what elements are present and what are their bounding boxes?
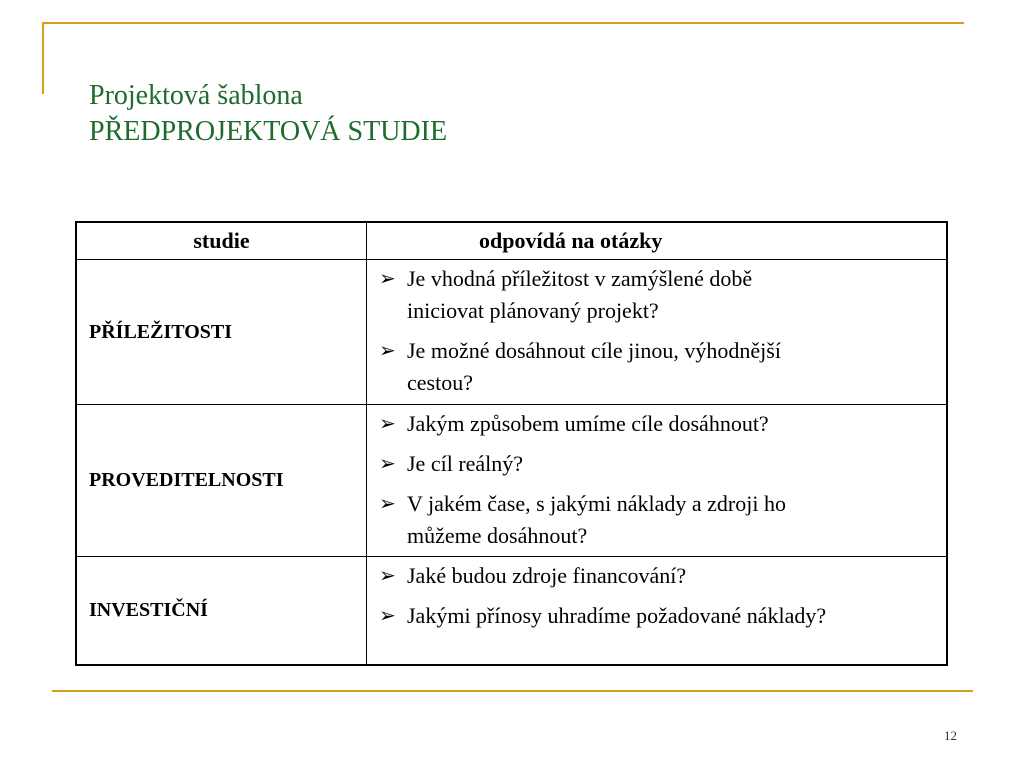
slide-title [89, 78, 447, 150]
arrowhead-bullet-icon: ➢ [379, 493, 396, 515]
row-questions [367, 557, 948, 666]
arrowhead-bullet-icon: ➢ [379, 453, 396, 475]
list-item [379, 600, 946, 632]
list-item [379, 448, 946, 480]
list-item [379, 560, 946, 592]
header-otazky: odpovídá na otázky [367, 222, 948, 260]
bullet-text: Jaké budou zdroje financování? [407, 563, 687, 588]
row-label-proveditelnosti: PROVEDITELNOSTI [76, 405, 367, 557]
header-studie: studie [76, 222, 367, 260]
top-rule [42, 22, 964, 24]
arrowhead-bullet-icon: ➢ [379, 340, 396, 362]
bullet-text: Je vhodná příležitost v zamýšlené době iniciovat plánovaný projekt? [407, 266, 753, 323]
row-questions [367, 260, 948, 405]
study-table [75, 221, 948, 666]
bullet-text: Je cíl reálný? [407, 451, 524, 476]
row-questions [367, 405, 948, 557]
bullet-text: V jakém čase, s jakými náklady a zdroji ho můžeme dosáhnout? [407, 491, 786, 548]
list-item [379, 488, 946, 552]
list-item [379, 263, 946, 327]
arrowhead-bullet-icon: ➢ [379, 268, 396, 290]
bullet-text: Je možné dosáhnout cíle jinou, výhodnější cestou? [407, 338, 781, 395]
table-row [76, 405, 947, 557]
bottom-rule [52, 690, 973, 692]
table-row [76, 557, 947, 666]
title-line-1: Projektová šablona [89, 80, 303, 111]
bullet-list [367, 263, 946, 399]
table-header-row [76, 222, 947, 260]
arrowhead-bullet-icon: ➢ [379, 413, 396, 435]
bullet-text: Jakým způsobem umíme cíle dosáhnout? [407, 411, 769, 436]
page-number: 12 [944, 728, 957, 743]
row-label-prilezitosti: PŘÍLEŽITOSTI [76, 260, 367, 405]
bullet-list [367, 560, 946, 632]
list-item [379, 335, 946, 399]
title-line-2: PŘEDPROJEKTOVÁ STUDIE [89, 116, 448, 147]
arrowhead-bullet-icon: ➢ [379, 605, 396, 627]
bullet-text: Jakými přínosy uhradíme požadované náklady? [407, 603, 827, 628]
table-row [76, 260, 947, 405]
list-item [379, 408, 946, 440]
left-rule [42, 22, 44, 94]
arrowhead-bullet-icon: ➢ [379, 565, 396, 587]
row-label-investicni: INVESTIČNÍ [76, 557, 367, 666]
bullet-list [367, 408, 946, 552]
